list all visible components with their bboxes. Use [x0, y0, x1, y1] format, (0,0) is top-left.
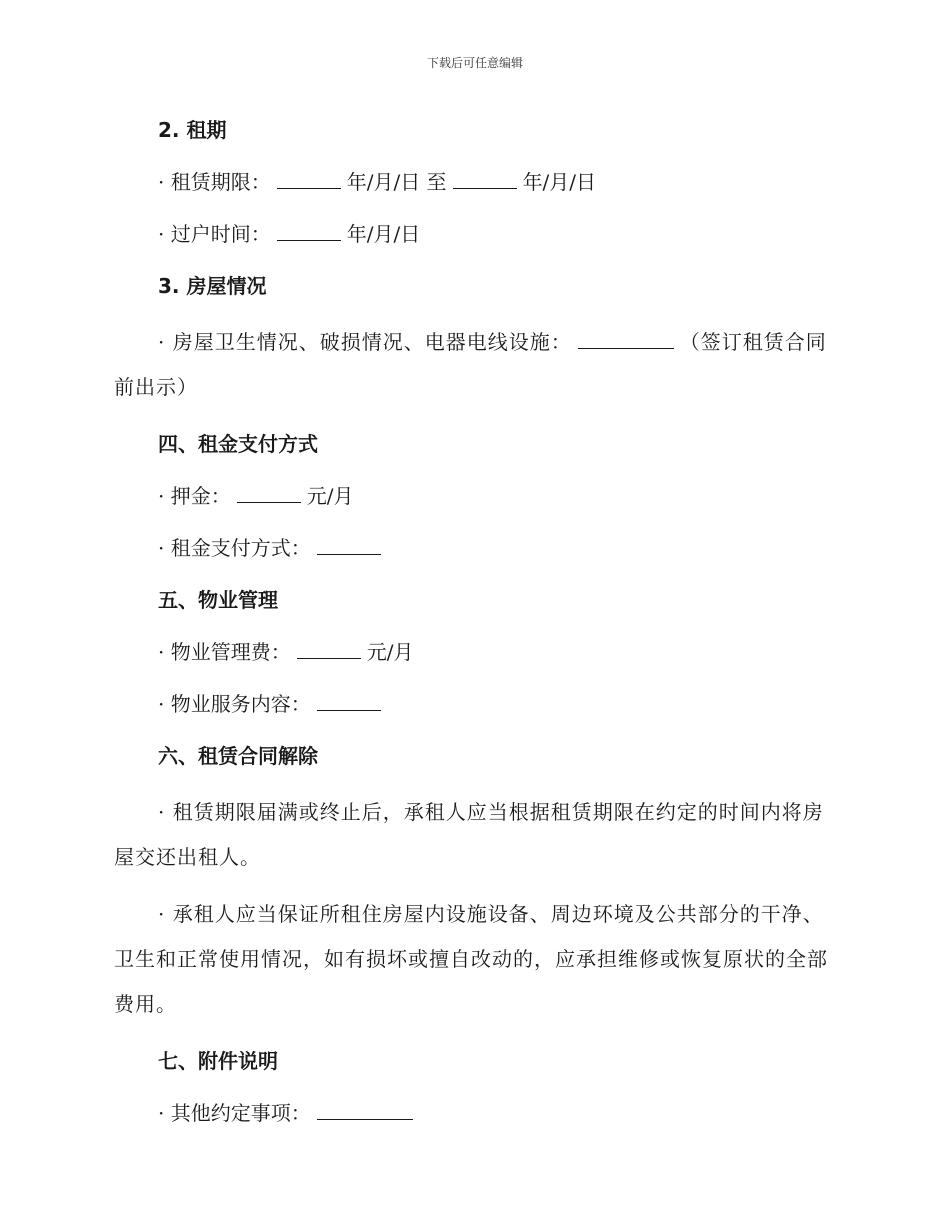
section-title-termination: 六、租赁合同解除: [158, 744, 318, 768]
lease-period-end: 年/月/日: [522, 170, 597, 194]
lease-end-blank[interactable]: [453, 166, 517, 189]
property-service-line: [114, 686, 836, 722]
section-title-lease-term: 2. 租期: [158, 118, 227, 142]
transfer-time-line: [114, 216, 836, 252]
deposit-label: · 押金：: [158, 484, 231, 508]
payment-method-label: · 租金支付方式：: [158, 536, 311, 560]
lease-period-mid: 年/月/日 至: [346, 170, 447, 194]
house-condition-paragraph: [114, 320, 836, 410]
other-terms-label: · 其他约定事项：: [158, 1101, 311, 1125]
transfer-time-end: 年/月/日: [346, 222, 421, 246]
deposit-line: [114, 478, 836, 514]
property-service-blank[interactable]: [317, 688, 381, 711]
section-title-attachments: 七、附件说明: [158, 1049, 278, 1073]
other-terms-blank[interactable]: [317, 1097, 413, 1120]
transfer-time-label: · 过户时间：: [158, 222, 271, 246]
section-title-property: 五、物业管理: [158, 588, 278, 612]
lease-start-blank[interactable]: [277, 166, 341, 189]
property-fee-line: [114, 634, 836, 670]
property-fee-blank[interactable]: [297, 636, 361, 659]
deposit-unit: 元/月: [306, 484, 354, 508]
transfer-time-blank[interactable]: [277, 218, 341, 241]
deposit-blank[interactable]: [237, 480, 301, 503]
property-fee-unit: 元/月: [366, 640, 414, 664]
section-title-house: 3. 房屋情况: [158, 274, 267, 298]
property-service-label: · 物业服务内容：: [158, 692, 311, 716]
property-fee-label: · 物业管理费：: [158, 640, 291, 664]
payment-method-line: [114, 530, 836, 566]
lease-period-label: · 租赁期限：: [158, 170, 271, 194]
termination-clause-2: · 承租人应当保证所租住房屋内设施设备、周边环境及公共部分的干净、卫生和正常使用情况，如有损坏或擅自改动的，应承担维修或恢复原状的全部费用。: [114, 902, 828, 1016]
page-header: 下载后可任意编辑: [426, 56, 523, 70]
house-condition-blank[interactable]: [578, 326, 674, 349]
termination-clause-1: · 租赁期限届满或终止后，承租人应当根据租赁期限在约定的时间内将房屋交还出租人。: [114, 800, 824, 869]
other-terms-line: [114, 1095, 836, 1131]
lease-period-line: [114, 164, 836, 200]
house-condition-label: · 房屋卫生情况、破损情况、电器电线设施：: [158, 330, 572, 354]
house-condition-tail: （签订租赁合同前出示）: [114, 330, 827, 399]
document-body: [114, 112, 836, 1147]
payment-method-blank[interactable]: [317, 532, 381, 555]
section-title-payment: 四、租金支付方式: [158, 432, 318, 456]
